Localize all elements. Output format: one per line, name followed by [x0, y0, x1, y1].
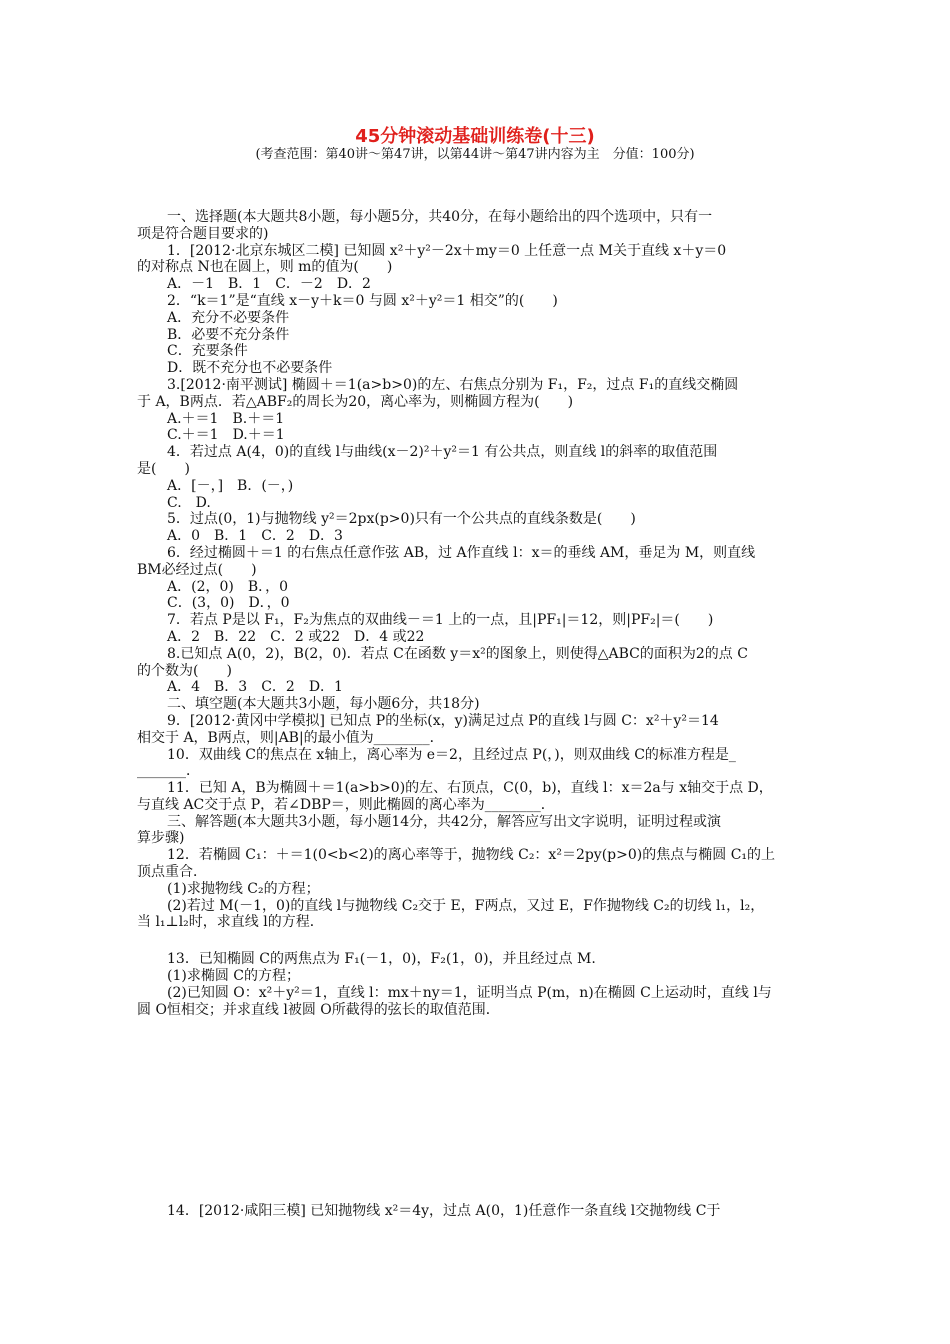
document-line: 与直线 AC交于点 P，若∠DBP＝，则此椭圆的离心率为________．: [137, 796, 555, 813]
document-line: 4．若过点 A(4，0)的直线 l与曲线(x－2)²＋y²＝1 有公共点，则直线 l的斜率的取值范围: [167, 444, 718, 461]
document-line: A．[－，] B．(－，): [167, 477, 294, 494]
document-line: 的对称点 N也在圆上，则 m的值为( ): [137, 259, 393, 276]
document-line: 当 l₁⊥l₂时，求直线 l的方程．: [137, 914, 324, 931]
document-line: (2)已知圆 O：x²＋y²＝1，直线 l：mx＋ny＝1，证明当点 P(m，n)在椭圆 C上运动时，直线 l与: [167, 984, 772, 1001]
document-line: 12．若椭圆 C₁：＋＝1(0<b<2)的离心率等于，抛物线 C₂：x²＝2py(p>0)的焦点与椭圆 C₁的上: [167, 847, 776, 864]
document-line: 相交于 A，B两点，则|AB|的最小值为________．: [137, 729, 444, 746]
document-line: 2．“k＝1”是“直线 x－y＋k＝0 与圆 x²＋y²＝1 相交”的( ): [167, 292, 558, 309]
document-line: 圆 O恒相交；并求直线 l被圆 O所截得的弦长的取值范围．: [137, 1001, 500, 1018]
document-line: C．(3，0) D．，0: [167, 595, 290, 612]
document-line: (1)求抛物线 C₂的方程；: [167, 880, 320, 897]
document-line: A．充分不必要条件: [167, 309, 290, 326]
document-line: 3.[2012·南平测试] 椭圆＋＝1(a>b>0)的左、右焦点分别为 F₁，F₂，过点 F₁的直线交椭圆: [167, 376, 739, 393]
document-line: [137, 931, 819, 951]
document-line: 三、解答题(本大题共3小题，每小题14分，共42分，解答应写出文字说明，证明过程或演: [167, 813, 721, 830]
document-line: 8.已知点 A(0，2)，B(2，0)．若点 C在函数 y＝x²的图象上，则使得△ABC的面积为2的点 C: [167, 645, 748, 662]
document-line: A.＋＝1 B.＋＝1: [167, 410, 285, 427]
document-line: A．4 B．3 C．2 D．1: [167, 679, 343, 696]
document-line: 于 A，B两点．若△ABF₂的周长为20，离心率为，则椭圆方程为( ): [137, 393, 574, 410]
document-line: 7．若点 P是以 F₁，F₂为焦点的双曲线－＝1 上的一点，且|PF₁|＝12，则|PF₂|＝( ): [167, 612, 714, 629]
document-line: 11．已知 A，B为椭圆＋＝1(a>b>0)的左、右顶点，C(0，b)，直线 l：x＝2a与 x轴交于点 D，: [167, 780, 773, 797]
page-title: 45分钟滚动基础训练卷(十三): [355, 126, 595, 147]
document-line: 项是符合题目要求的): [137, 225, 269, 242]
document-line: BM必经过点( ): [137, 561, 257, 578]
document-line: 1．[2012·北京东城区二模] 已知圆 x²＋y²－2x＋my＝0 上任意一点 M关于直线 x＋y＝0: [167, 242, 727, 259]
document-line: 的个数为( ): [137, 662, 232, 679]
document-line: A．0 B．1 C．2 D．3: [167, 528, 343, 545]
document-line: 10．双曲线 C的焦点在 x轴上，离心率为 e＝2，且经过点 P(，)，则双曲线 C的标准方程是_: [167, 746, 736, 763]
document-line: C. D.: [167, 494, 211, 511]
document-line: A．(2，0) B．，0: [167, 578, 289, 595]
document-line: 二、填空题(本大题共3小题，每小题6分，共18分): [167, 696, 480, 713]
document-line: 算步骤): [137, 830, 185, 847]
document-line: C．充要条件: [167, 343, 248, 360]
document-line: (1)求椭圆 C的方程；: [167, 968, 300, 985]
question-14-line: 14．[2012·咸阳三模] 已知抛物线 x²＝4y，过点 A(0，1)任意作一条直线 l交抛物线 C于: [167, 1203, 721, 1219]
page-subtitle: (考查范围：第40讲～第47讲，以第44讲～第47讲内容为主 分值：100分): [255, 147, 695, 162]
document-line: 6．经过椭圆＋＝1 的右焦点任意作弦 AB，过 A作直线 l：x＝的垂线 AM，垂足为 M，则直线: [167, 544, 756, 561]
document-line: 顶点重合．: [137, 864, 207, 881]
document-line: B．必要不充分条件: [167, 326, 290, 343]
document-body: [137, 209, 819, 1018]
document-line: _______．: [137, 763, 200, 780]
document-line: 5．过点(0，1)与抛物线 y²＝2px(p>0)只有一个公共点的直线条数是( ): [167, 511, 636, 528]
document-line: A．2 B．22 C．2 或22 D．4 或22: [167, 628, 425, 645]
document-line: A．－1 B．1 C．－2 D．2: [167, 276, 371, 293]
document-line: C.＋＝1 D.＋＝1: [167, 427, 285, 444]
document-line: (2)若过 M(－1，0)的直线 l与抛物线 C₂交于 E，F两点，又过 E，F作抛物线 C₂的切线 l₁，l₂，: [167, 897, 765, 914]
document-line: 是( ): [137, 460, 190, 477]
document-line: 13．已知椭圆 C的两焦点为 F₁(－1，0)，F₂(1，0)，并且经过点 M.: [167, 951, 596, 968]
document-line: D．既不充分也不必要条件: [167, 360, 333, 377]
document-line: 9．[2012·黄冈中学模拟] 已知点 P的坐标(x，y)满足过点 P的直线 l与圆 C：x²＋y²＝14: [167, 712, 719, 729]
document-line: 一、选择题(本大题共8小题，每小题5分，共40分，在每小题给出的四个选项中，只有一: [167, 209, 713, 225]
